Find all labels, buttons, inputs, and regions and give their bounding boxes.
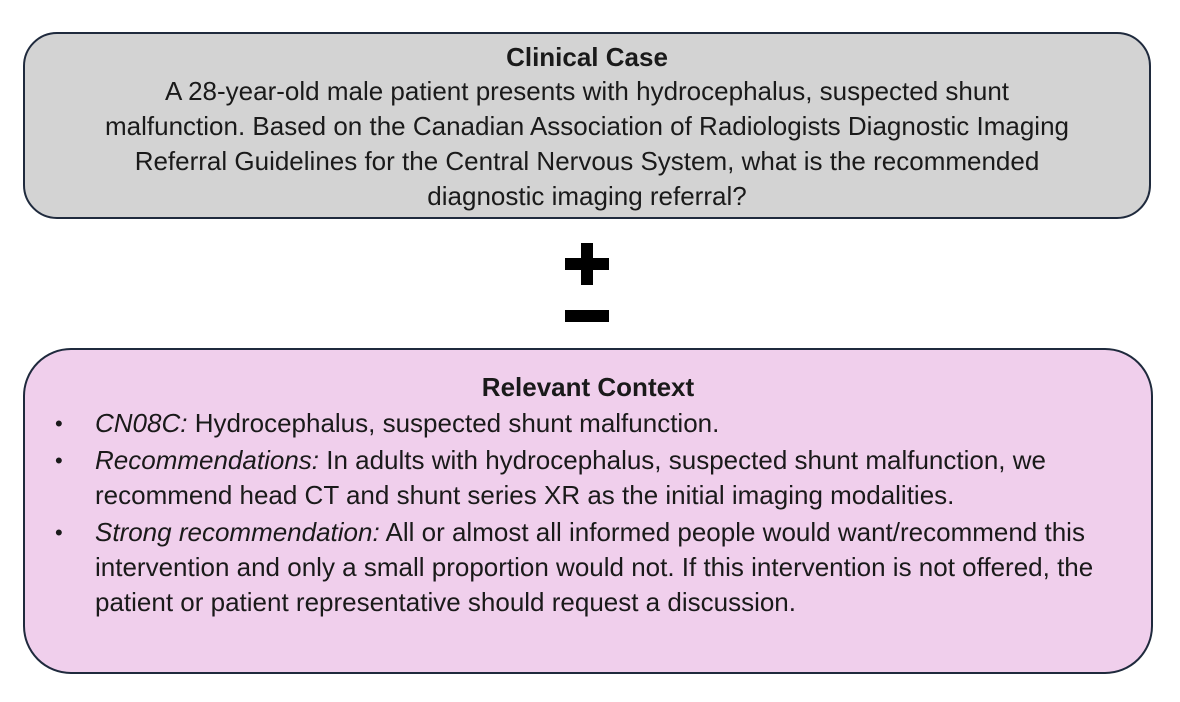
relevant-context-box	[23, 348, 1153, 674]
context-item-text: All or almost all informed people would want/recommend this intervention and only a small proportion would not. If this intervention is not offered, the patient or patient representative should request a discussion.	[95, 517, 1094, 617]
clinical-case-body: A 28-year-old male patient presents with hydrocephalus, suspected shunt malfunction. Based on the Canadian Association of Radiologists Diagnostic Imaging Referral Guidelines for the Central Nervous System, what is the recommended diagnostic imaging referral?	[104, 76, 1070, 211]
bullet-icon: •	[55, 448, 63, 473]
context-item-label: Recommendations:	[95, 445, 319, 475]
bullet-icon: •	[55, 520, 63, 545]
relevant-context-title: Relevant Context	[481, 372, 695, 402]
context-item-strong-recommendation	[25, 515, 1151, 620]
context-item-label: Strong recommendation:	[95, 517, 380, 547]
clinical-case-box	[23, 32, 1151, 219]
context-item-text: Hydrocephalus, suspected shunt malfunction.	[187, 408, 720, 438]
plus-minus-icon	[563, 243, 611, 329]
plus-minus-svg	[563, 243, 611, 329]
bullet-icon: •	[55, 411, 63, 436]
minus-bar	[565, 310, 609, 322]
clinical-case-title: Clinical Case	[506, 42, 668, 72]
context-item-label: CN08C:	[95, 408, 188, 438]
context-item-text: In adults with hydrocephalus, suspected shunt malfunction, we recommend head CT and shunt series XR as the initial imaging modalities.	[95, 445, 1046, 510]
plus-horizontal-bar	[565, 258, 609, 270]
context-item-cn08c	[25, 406, 1151, 441]
context-item-recommendations	[25, 443, 1151, 513]
relevant-context-list	[25, 406, 1151, 620]
